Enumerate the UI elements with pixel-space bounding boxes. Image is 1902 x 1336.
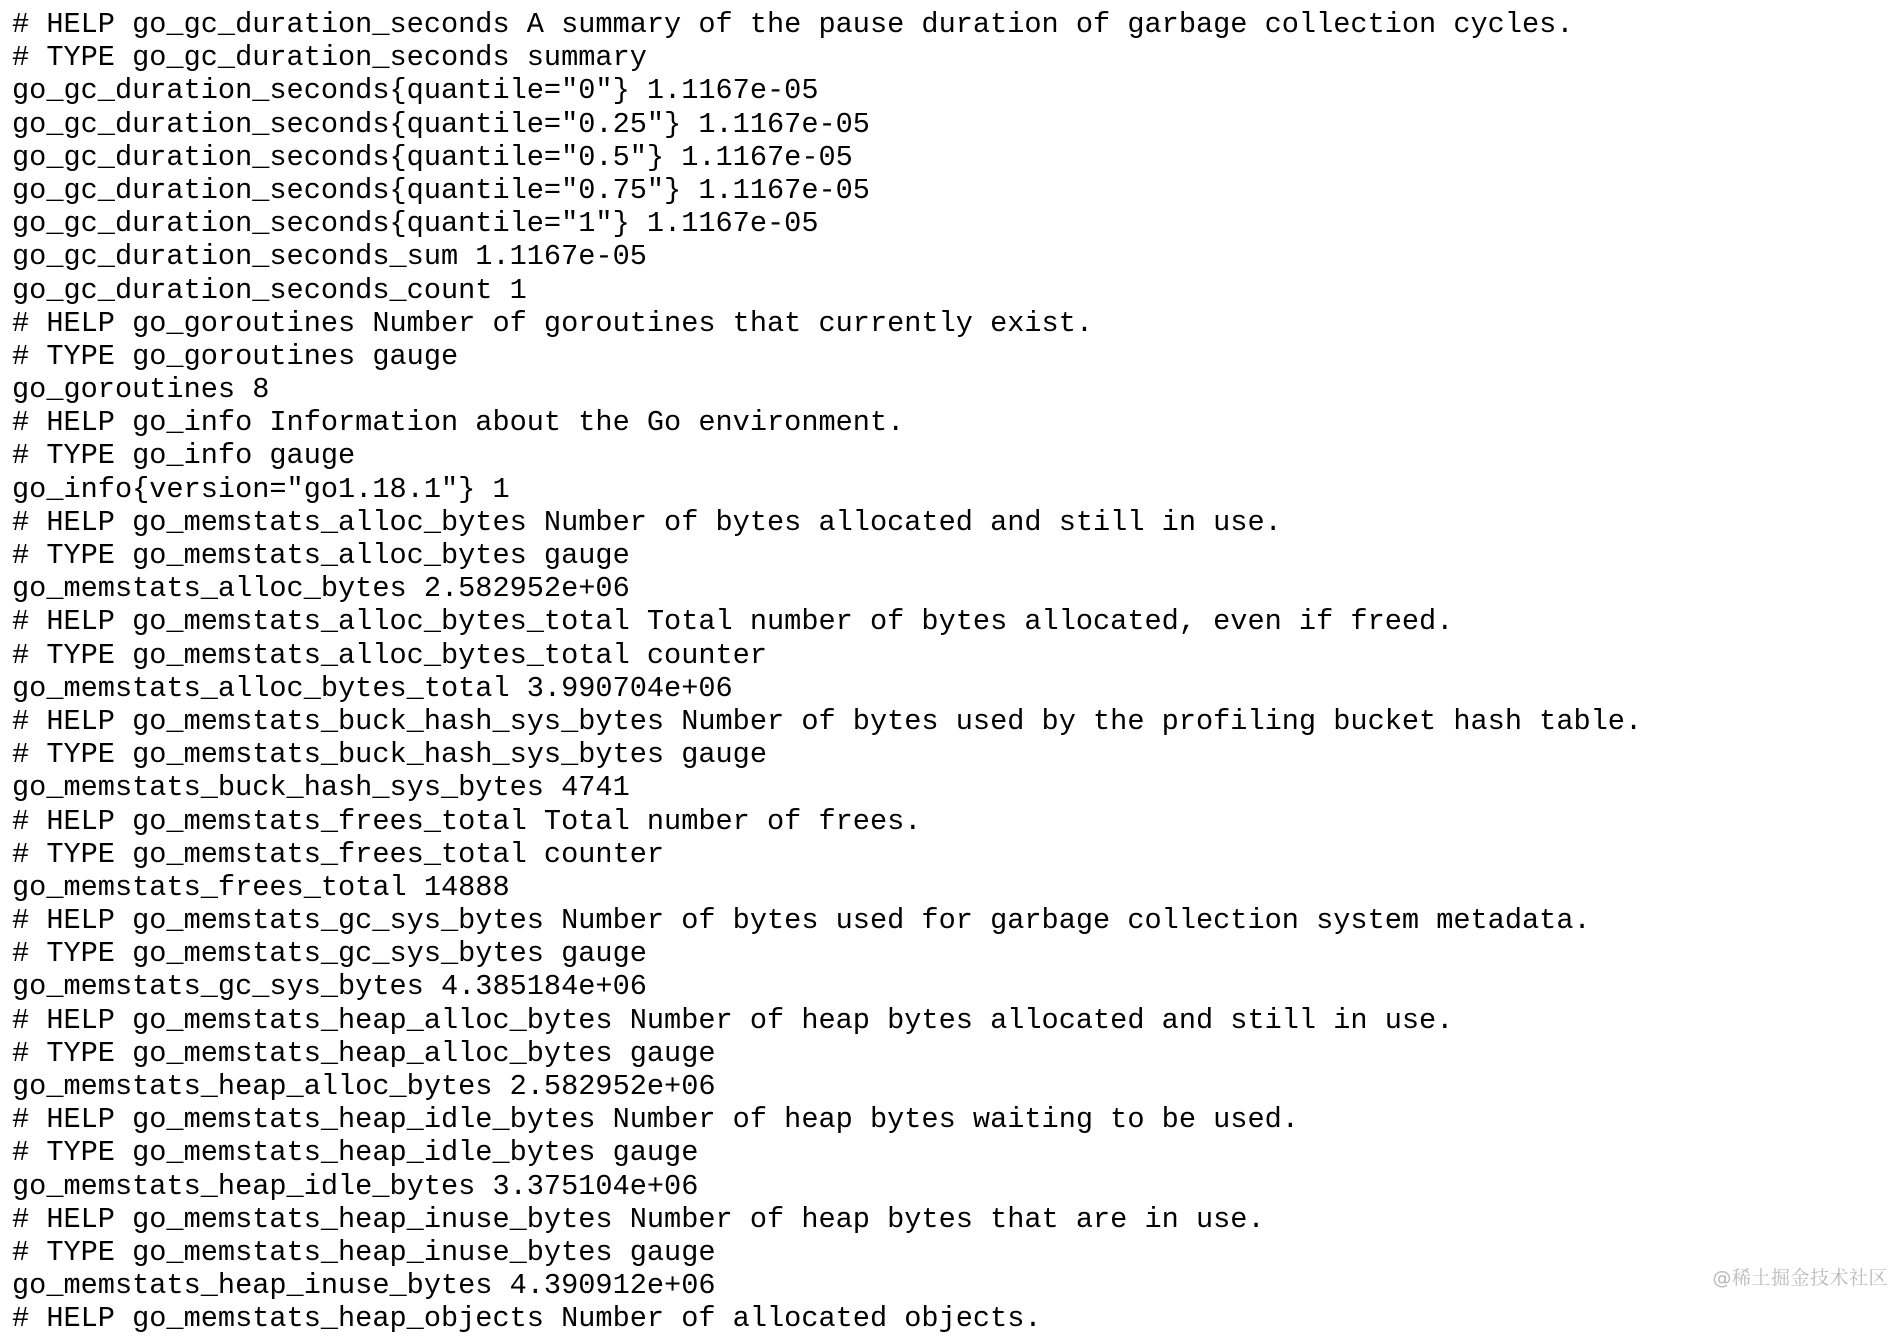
metrics-line: # TYPE go_memstats_alloc_bytes gauge (12, 539, 630, 572)
metrics-line: go_gc_duration_seconds{quantile="0.75"} 1.1167e-05 (12, 173, 870, 207)
metrics-line: # HELP go_info Information about the Go environment. (12, 406, 905, 440)
metrics-line: # HELP go_memstats_gc_sys_bytes Number of bytes used for garbage collection system metadata. (12, 904, 1591, 938)
metrics-line: # HELP go_memstats_heap_objects Number of allocated objects. (12, 1302, 1042, 1336)
metrics-line: go_gc_duration_seconds_count 1 (12, 273, 527, 307)
metrics-line: go_memstats_frees_total 14888 (12, 870, 510, 904)
metrics-line: # TYPE go_memstats_gc_sys_bytes gauge (12, 937, 647, 971)
metrics-line: # HELP go_memstats_heap_idle_bytes Number of heap bytes waiting to be used. (12, 1103, 1299, 1137)
metrics-line: go_memstats_heap_idle_bytes 3.375104e+06 (12, 1169, 699, 1203)
metrics-line: go_gc_duration_seconds{quantile="0.5"} 1.1167e-05 (12, 140, 853, 174)
metrics-line: go_info{version="go1.18.1"} 1 (12, 472, 510, 506)
metrics-line: # HELP go_memstats_frees_total Total number of frees. (12, 804, 922, 838)
metrics-line: go_memstats_heap_inuse_bytes 4.390912e+06 (12, 1269, 716, 1303)
metrics-line: go_gc_duration_seconds{quantile="0"} 1.1167e-05 (12, 74, 819, 108)
metrics-line: go_gc_duration_seconds{quantile="0.25"} 1.1167e-05 (12, 107, 870, 141)
metrics-line: # TYPE go_gc_duration_seconds summary (12, 41, 647, 75)
metrics-line: # TYPE go_goroutines gauge (12, 339, 459, 373)
metrics-line: # TYPE go_memstats_heap_alloc_bytes gauge (12, 1036, 716, 1070)
metrics-line: # TYPE go_info gauge (12, 439, 356, 473)
metrics-line: # TYPE go_memstats_alloc_bytes_total counter (12, 638, 767, 672)
metrics-line: go_gc_duration_seconds_sum 1.1167e-05 (12, 240, 647, 274)
metrics-line: # TYPE go_memstats_heap_inuse_bytes gauge (12, 1235, 716, 1269)
metrics-line: # TYPE go_memstats_buck_hash_sys_bytes gauge (12, 738, 767, 772)
metrics-line: # HELP go_memstats_heap_inuse_bytes Number of heap bytes that are in use. (12, 1202, 1265, 1236)
metrics-line: go_memstats_buck_hash_sys_bytes 4741 (12, 771, 630, 805)
metrics-line: go_gc_duration_seconds{quantile="1"} 1.1167e-05 (12, 207, 819, 241)
metrics-line: go_goroutines 8 (12, 373, 270, 407)
metrics-line: # HELP go_goroutines Number of goroutines that currently exist. (12, 306, 1094, 340)
metrics-line: go_memstats_heap_alloc_bytes 2.582952e+06 (12, 1070, 716, 1103)
metrics-line: # HELP go_memstats_buck_hash_sys_bytes Number of bytes used by the profiling bucket hash table. (12, 704, 1643, 738)
metrics-line: # HELP go_memstats_alloc_bytes_total Total number of bytes allocated, even if freed. (12, 605, 1454, 639)
metrics-line: go_memstats_gc_sys_bytes 4.385184e+06 (12, 970, 647, 1004)
metrics-line: # HELP go_memstats_heap_alloc_bytes Number of heap bytes allocated and still in use. (12, 1003, 1454, 1037)
metrics-line: # HELP go_gc_duration_seconds A summary of the pause duration of garbage collection cycles. (12, 8, 1574, 41)
metrics-line: go_memstats_alloc_bytes_total 3.990704e+06 (12, 671, 733, 705)
metrics-line: # HELP go_memstats_alloc_bytes Number of bytes allocated and still in use. (12, 505, 1282, 539)
watermark: @稀土掘金技术社区 (1712, 1267, 1888, 1289)
metrics-line: # TYPE go_memstats_heap_idle_bytes gauge (12, 1136, 699, 1170)
metrics-line: go_memstats_alloc_bytes 2.582952e+06 (12, 572, 630, 606)
metrics-line: # TYPE go_memstats_frees_total counter (12, 837, 665, 871)
